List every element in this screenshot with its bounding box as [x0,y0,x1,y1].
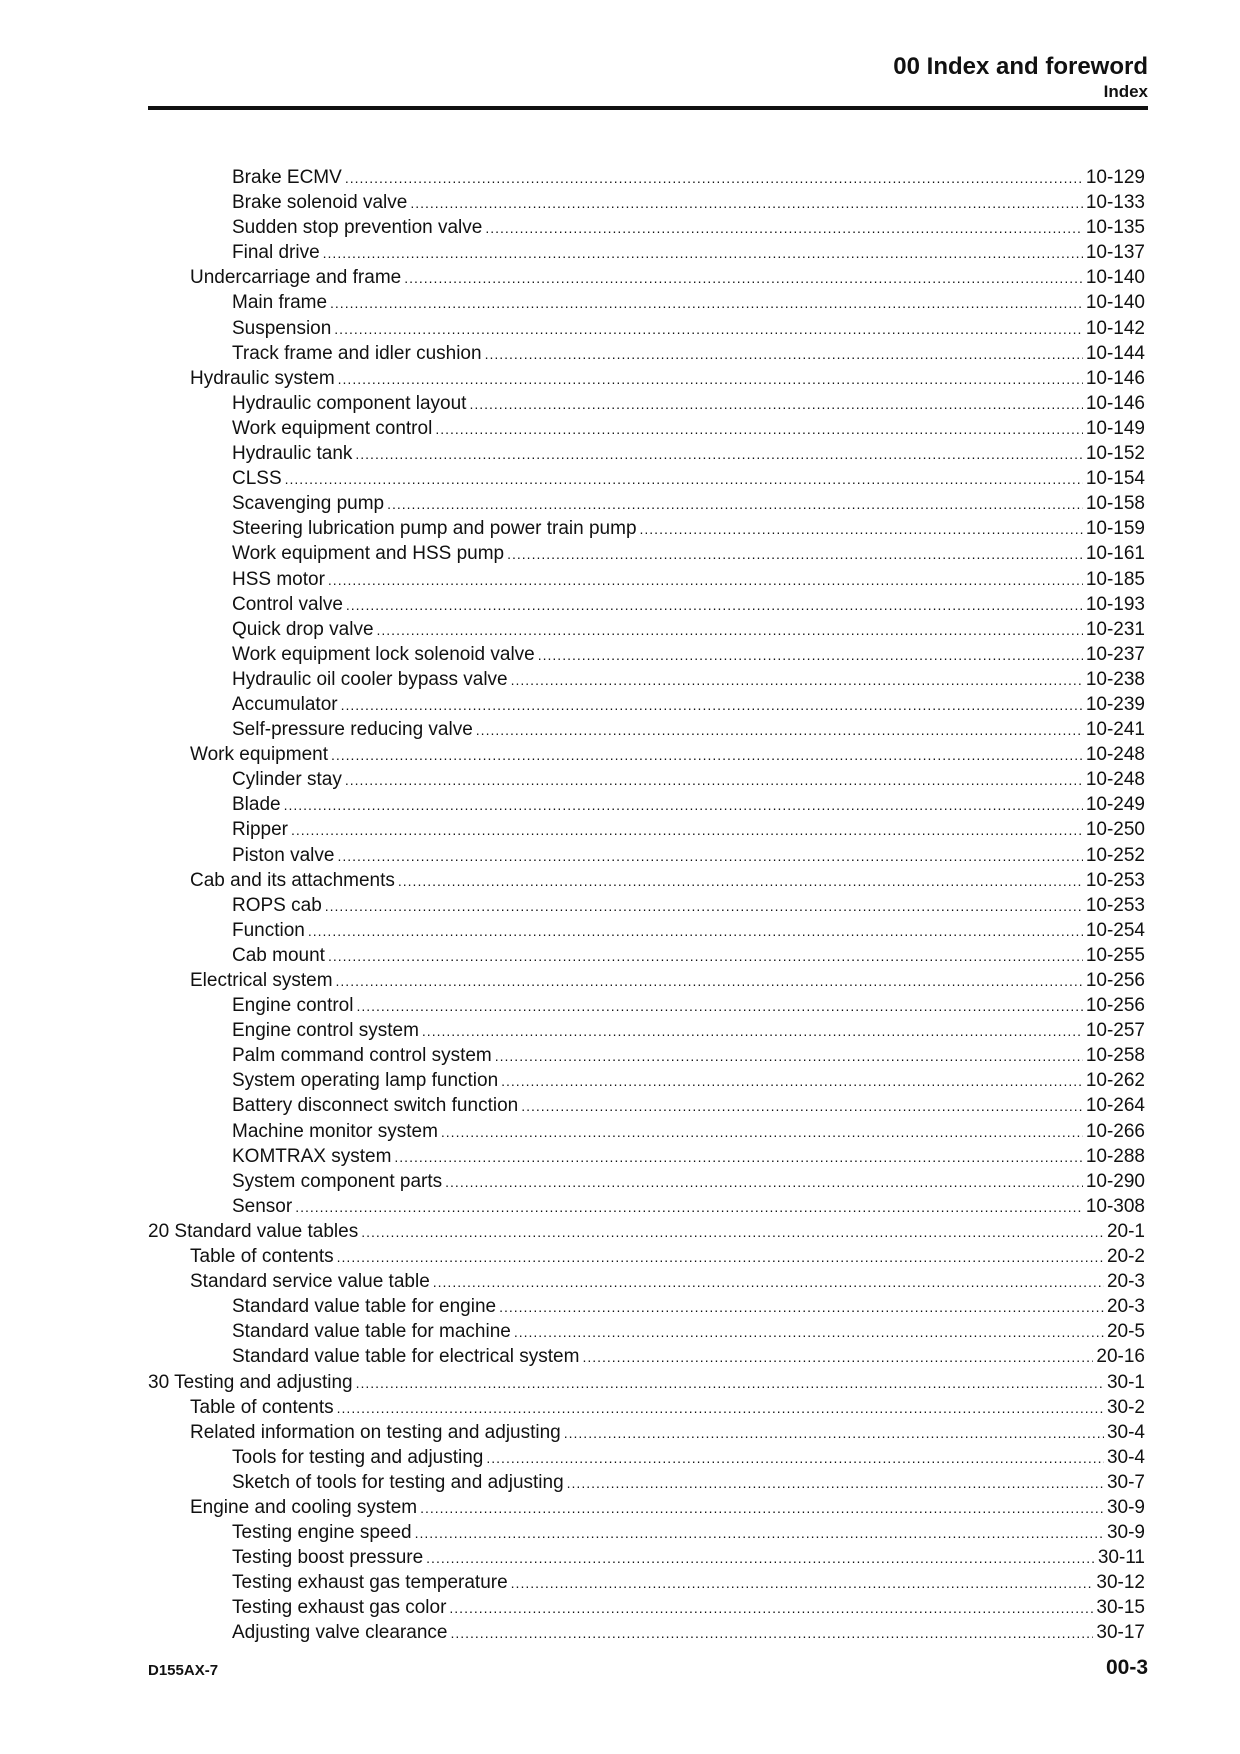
dot-leader [495,1044,1083,1069]
toc-entry[interactable] [148,491,1145,516]
toc-entry-page: 10-254 [1085,919,1145,941]
toc-entry-page: 30-17 [1096,1622,1145,1644]
dot-leader [501,1069,1083,1094]
toc-entry-label: KOMTRAX system [232,1145,392,1167]
toc-entry[interactable] [148,265,1145,290]
section-title: 00 Index and foreword [893,53,1148,80]
dot-leader [330,291,1083,316]
toc-entry[interactable] [148,1370,1145,1395]
toc-entry[interactable] [148,1043,1145,1068]
toc-entry-page: 10-152 [1085,443,1145,465]
dot-leader [355,442,1082,467]
toc-entry[interactable] [148,1144,1145,1169]
toc-entry[interactable] [148,893,1145,918]
toc-entry-label: Quick drop valve [232,618,374,640]
toc-entry-page: 30-11 [1097,1547,1145,1569]
dot-leader [291,818,1083,843]
toc-entry-page: 10-256 [1085,970,1145,991]
toc-entry-label: Steering lubrication pump and power train pump [232,518,637,540]
toc-entry-page: 30-9 [1106,1496,1145,1518]
toc-entry[interactable] [148,1545,1145,1570]
dot-leader [328,568,1083,593]
toc-entry-page: 10-252 [1085,844,1145,866]
toc-entry[interactable] [148,1420,1145,1445]
toc-entry-page: 10-290 [1085,1170,1145,1192]
dot-leader [410,191,1083,216]
toc-entry-label: Ripper [232,819,288,841]
toc-entry-label: Work equipment and HSS pump [232,543,505,565]
dot-leader [356,994,1082,1019]
toc-entry-page: 10-266 [1085,1120,1145,1142]
toc-entry-page: 10-231 [1085,618,1145,640]
toc-entry-page: 10-146 [1085,367,1145,389]
toc-entry[interactable] [148,1219,1145,1244]
header-divider [148,106,1148,110]
dot-leader [377,618,1083,643]
dot-leader [334,317,1083,342]
dot-leader [514,1320,1104,1345]
toc-entry[interactable] [148,516,1145,541]
dot-leader [450,1621,1093,1646]
toc-entry-label: Engine control [232,995,354,1017]
toc-entry-page: 10-154 [1085,468,1145,490]
toc-entry-label: Sensor [232,1195,293,1217]
toc-entry-label: Main frame [232,292,328,314]
toc-entry[interactable] [148,1194,1145,1219]
dot-leader [398,869,1083,894]
toc-entry-label: Tools for testing and adjusting [232,1446,484,1468]
dot-leader [285,467,1083,492]
dot-leader [435,417,1083,442]
toc-entry-label: Self-pressure reducing valve [232,719,473,741]
toc-entry-label: System component parts [232,1170,443,1192]
dot-leader [284,793,1083,818]
toc-entry-label: Engine and cooling system [190,1496,418,1518]
toc-entry[interactable] [148,1093,1145,1118]
toc-entry-page: 10-135 [1085,217,1145,239]
toc-entry-page: 10-158 [1085,493,1145,515]
toc-entry-page: 10-288 [1085,1145,1145,1167]
dot-leader [404,266,1083,291]
toc-entry-label: Electrical system [190,970,333,991]
toc-entry[interactable] [148,1620,1145,1645]
dot-leader [387,492,1083,517]
toc-entry[interactable] [148,1520,1145,1545]
footer-page-number: 00-3 [1105,1656,1148,1679]
toc-entry-label: Table of contents [190,1246,334,1268]
dot-leader [337,1396,1104,1421]
dot-leader [415,1521,1104,1546]
toc-entry[interactable] [148,215,1145,240]
toc-entry[interactable] [148,1068,1145,1093]
toc-entry[interactable] [148,1445,1145,1470]
toc-entry-label: Cab mount [232,944,325,966]
dot-leader [511,668,1083,693]
table-of-contents [148,165,1145,1646]
dot-leader [486,1446,1104,1471]
toc-entry-page: 10-193 [1085,593,1145,615]
dot-leader [345,166,1083,191]
toc-entry[interactable] [148,868,1145,893]
toc-entry-page: 10-258 [1085,1045,1145,1067]
toc-entry-page: 10-146 [1085,392,1145,414]
toc-entry[interactable] [148,316,1145,341]
toc-entry-page: 30-12 [1096,1572,1145,1594]
toc-entry-page: 30-4 [1106,1446,1145,1468]
toc-entry-label: Sketch of tools for testing and adjusting [232,1471,564,1493]
dot-leader [295,1195,1083,1220]
toc-entry-page: 10-185 [1085,568,1145,590]
toc-entry-label: Hydraulic system [190,367,335,389]
toc-entry[interactable] [148,366,1145,391]
toc-entry-page: 10-253 [1085,894,1145,916]
toc-entry-label: Related information on testing and adjusting [190,1421,561,1443]
toc-entry-label: Testing exhaust gas temperature [232,1572,508,1594]
toc-entry-label: Sudden stop prevention valve [232,217,483,239]
toc-entry[interactable] [148,240,1145,265]
toc-entry-page: 10-256 [1085,995,1145,1017]
dot-leader [567,1471,1104,1496]
dot-leader [356,1371,1104,1396]
toc-entry[interactable] [148,993,1145,1018]
dot-leader [564,1421,1104,1446]
toc-entry-label: Undercarriage and frame [190,267,402,289]
dot-leader [394,1145,1082,1170]
toc-entry-page: 10-137 [1085,242,1145,264]
toc-entry-page: 10-308 [1085,1195,1145,1217]
toc-entry-page: 30-1 [1106,1371,1145,1393]
dot-leader [449,1596,1093,1621]
toc-entry-label: Cylinder stay [232,769,342,791]
toc-entry-page: 10-140 [1085,292,1145,314]
toc-entry-page: 10-144 [1085,342,1145,364]
dot-leader [511,1571,1094,1596]
toc-entry-page: 10-253 [1085,869,1145,891]
toc-entry[interactable] [148,943,1145,968]
toc-entry-page: 10-238 [1085,668,1145,690]
toc-entry[interactable] [148,667,1145,692]
dot-leader [346,593,1083,618]
toc-entry-page: 30-15 [1096,1597,1145,1619]
toc-entry[interactable] [148,692,1145,717]
toc-entry[interactable] [148,918,1145,943]
toc-entry[interactable] [148,1344,1145,1369]
dot-leader [337,1245,1104,1270]
toc-entry-page: 10-133 [1085,192,1145,214]
dot-leader [640,517,1083,542]
toc-entry-page: 20-16 [1096,1346,1145,1368]
toc-entry[interactable] [148,1570,1145,1595]
toc-entry-label: Battery disconnect switch function [232,1095,519,1117]
toc-entry-page: 10-262 [1085,1070,1145,1092]
toc-entry[interactable] [148,968,1145,993]
dot-leader [328,944,1083,969]
toc-entry[interactable] [148,843,1145,868]
toc-entry-label: 30 Testing and adjusting [148,1371,353,1393]
toc-entry[interactable] [148,817,1145,842]
toc-entry-page: 10-249 [1085,794,1145,816]
toc-entry-label: Palm command control system [232,1045,492,1067]
toc-entry[interactable] [148,617,1145,642]
toc-entry-page: 10-149 [1085,417,1145,439]
toc-entry-label: Testing boost pressure [232,1547,424,1569]
toc-entry[interactable] [148,717,1145,742]
toc-entry-label: Standard value table for machine [232,1321,511,1343]
toc-entry[interactable] [148,466,1145,491]
toc-entry-page: 10-248 [1085,769,1145,791]
toc-entry[interactable] [148,341,1145,366]
dot-leader [538,643,1083,668]
toc-entry[interactable] [148,1294,1145,1319]
toc-entry-label: 20 Standard value tables [148,1220,359,1242]
dot-leader [485,216,1082,241]
toc-entry-label: Hydraulic component layout [232,392,467,414]
dot-leader [361,1220,1104,1245]
dot-leader [507,542,1083,567]
toc-entry-label: Table of contents [190,1396,334,1418]
toc-entry-page: 20-3 [1106,1271,1145,1293]
toc-entry-page: 20-3 [1106,1296,1145,1318]
toc-entry-label: Blade [232,794,281,816]
toc-entry-page: 30-9 [1106,1522,1145,1544]
toc-entry-label: Scavenging pump [232,493,385,515]
toc-entry-page: 20-1 [1106,1220,1145,1242]
toc-entry[interactable] [148,1244,1145,1269]
toc-entry-label: Standard value table for engine [232,1296,497,1318]
toc-entry-page: 10-161 [1085,543,1145,565]
toc-entry[interactable] [148,767,1145,792]
toc-entry-label: ROPS cab [232,894,322,916]
toc-entry-label: Testing exhaust gas color [232,1597,447,1619]
toc-entry[interactable] [148,1119,1145,1144]
toc-entry-label: Machine monitor system [232,1120,438,1142]
toc-entry[interactable] [148,1018,1145,1043]
toc-entry-page: 10-142 [1085,317,1145,339]
dot-leader [469,392,1082,417]
toc-entry[interactable] [148,190,1145,215]
toc-entry-page: 10-241 [1085,719,1145,741]
toc-entry-page: 10-159 [1085,518,1145,540]
toc-entry-label: Track frame and idler cushion [232,342,482,364]
toc-entry-label: Hydraulic oil cooler bypass valve [232,668,508,690]
toc-entry[interactable] [148,1169,1145,1194]
dot-leader [323,241,1083,266]
toc-entry[interactable] [148,1395,1145,1420]
dot-leader [308,919,1083,944]
toc-entry-label: Cab and its attachments [190,869,395,891]
page-header [148,52,1148,102]
dot-leader [336,969,1083,994]
dot-leader [337,844,1082,869]
dot-leader [426,1546,1095,1571]
toc-entry-label: Adjusting valve clearance [232,1622,448,1644]
toc-entry-label: Work equipment control [232,417,433,439]
dot-leader [476,718,1083,743]
toc-entry-page: 10-255 [1085,944,1145,966]
toc-entry-label: Standard value table for electrical system [232,1346,580,1368]
toc-entry-label: Hydraulic tank [232,443,353,465]
dot-leader [485,342,1083,367]
toc-entry-label: Engine control system [232,1020,419,1042]
toc-entry[interactable] [148,792,1145,817]
toc-entry-label: Suspension [232,317,332,339]
toc-entry-label: Work equipment [190,744,328,766]
toc-entry-page: 10-248 [1085,744,1145,766]
dot-leader [341,693,1083,718]
toc-entry-label: Control valve [232,593,343,615]
toc-entry[interactable] [148,1319,1145,1344]
toc-entry-page: 10-264 [1085,1095,1145,1117]
toc-entry-label: Brake solenoid valve [232,192,408,214]
toc-entry-label: Function [232,919,305,941]
dot-leader [521,1094,1083,1119]
toc-entry[interactable] [148,290,1145,315]
toc-entry[interactable] [148,1495,1145,1520]
toc-entry-label: Piston valve [232,844,335,866]
dot-leader [499,1295,1104,1320]
toc-entry-page: 30-4 [1106,1421,1145,1443]
toc-entry-page: 10-237 [1085,643,1145,665]
dot-leader [325,894,1083,919]
toc-entry[interactable] [148,1595,1145,1620]
toc-entry[interactable] [148,1269,1145,1294]
toc-entry-label: Final drive [232,242,320,264]
toc-entry-page: 20-2 [1106,1246,1145,1268]
toc-entry-label: Testing engine speed [232,1522,412,1544]
section-subtitle: Index [1103,82,1148,101]
toc-entry[interactable] [148,441,1145,466]
toc-entry[interactable] [148,416,1145,441]
toc-entry[interactable] [148,567,1145,592]
toc-entry-label: CLSS [232,468,282,490]
dot-leader [441,1120,1083,1145]
toc-entry-page: 30-2 [1106,1396,1145,1418]
footer-model: D155AX-7 [148,1662,219,1679]
toc-entry-page: 10-257 [1085,1020,1145,1042]
toc-entry[interactable] [148,541,1145,566]
dot-leader [582,1345,1093,1370]
dot-leader [433,1270,1104,1295]
toc-entry[interactable] [148,592,1145,617]
toc-entry-label: Standard service value table [190,1271,430,1293]
toc-entry-page: 10-250 [1085,819,1145,841]
dot-leader [445,1170,1083,1195]
toc-entry[interactable] [148,165,1145,190]
toc-entry-label: System operating lamp function [232,1070,499,1092]
dot-leader [422,1019,1083,1044]
toc-entry-page: 10-140 [1085,267,1145,289]
toc-entry-label: Brake ECMV [232,167,342,188]
toc-entry-page: 30-7 [1106,1471,1145,1493]
dot-leader [338,367,1083,392]
toc-entry[interactable] [148,391,1145,416]
toc-entry[interactable] [148,742,1145,767]
dot-leader [345,768,1083,793]
toc-entry-page: 10-239 [1085,693,1145,715]
toc-entry-page: 20-5 [1106,1321,1145,1343]
toc-entry[interactable] [148,1470,1145,1495]
dot-leader [331,743,1083,768]
dot-leader [420,1496,1104,1521]
toc-entry-page: 10-129 [1085,167,1145,188]
toc-entry-label: Accumulator [232,693,338,715]
toc-entry-label: HSS motor [232,568,325,590]
toc-entry[interactable] [148,642,1145,667]
toc-entry-label: Work equipment lock solenoid valve [232,643,535,665]
